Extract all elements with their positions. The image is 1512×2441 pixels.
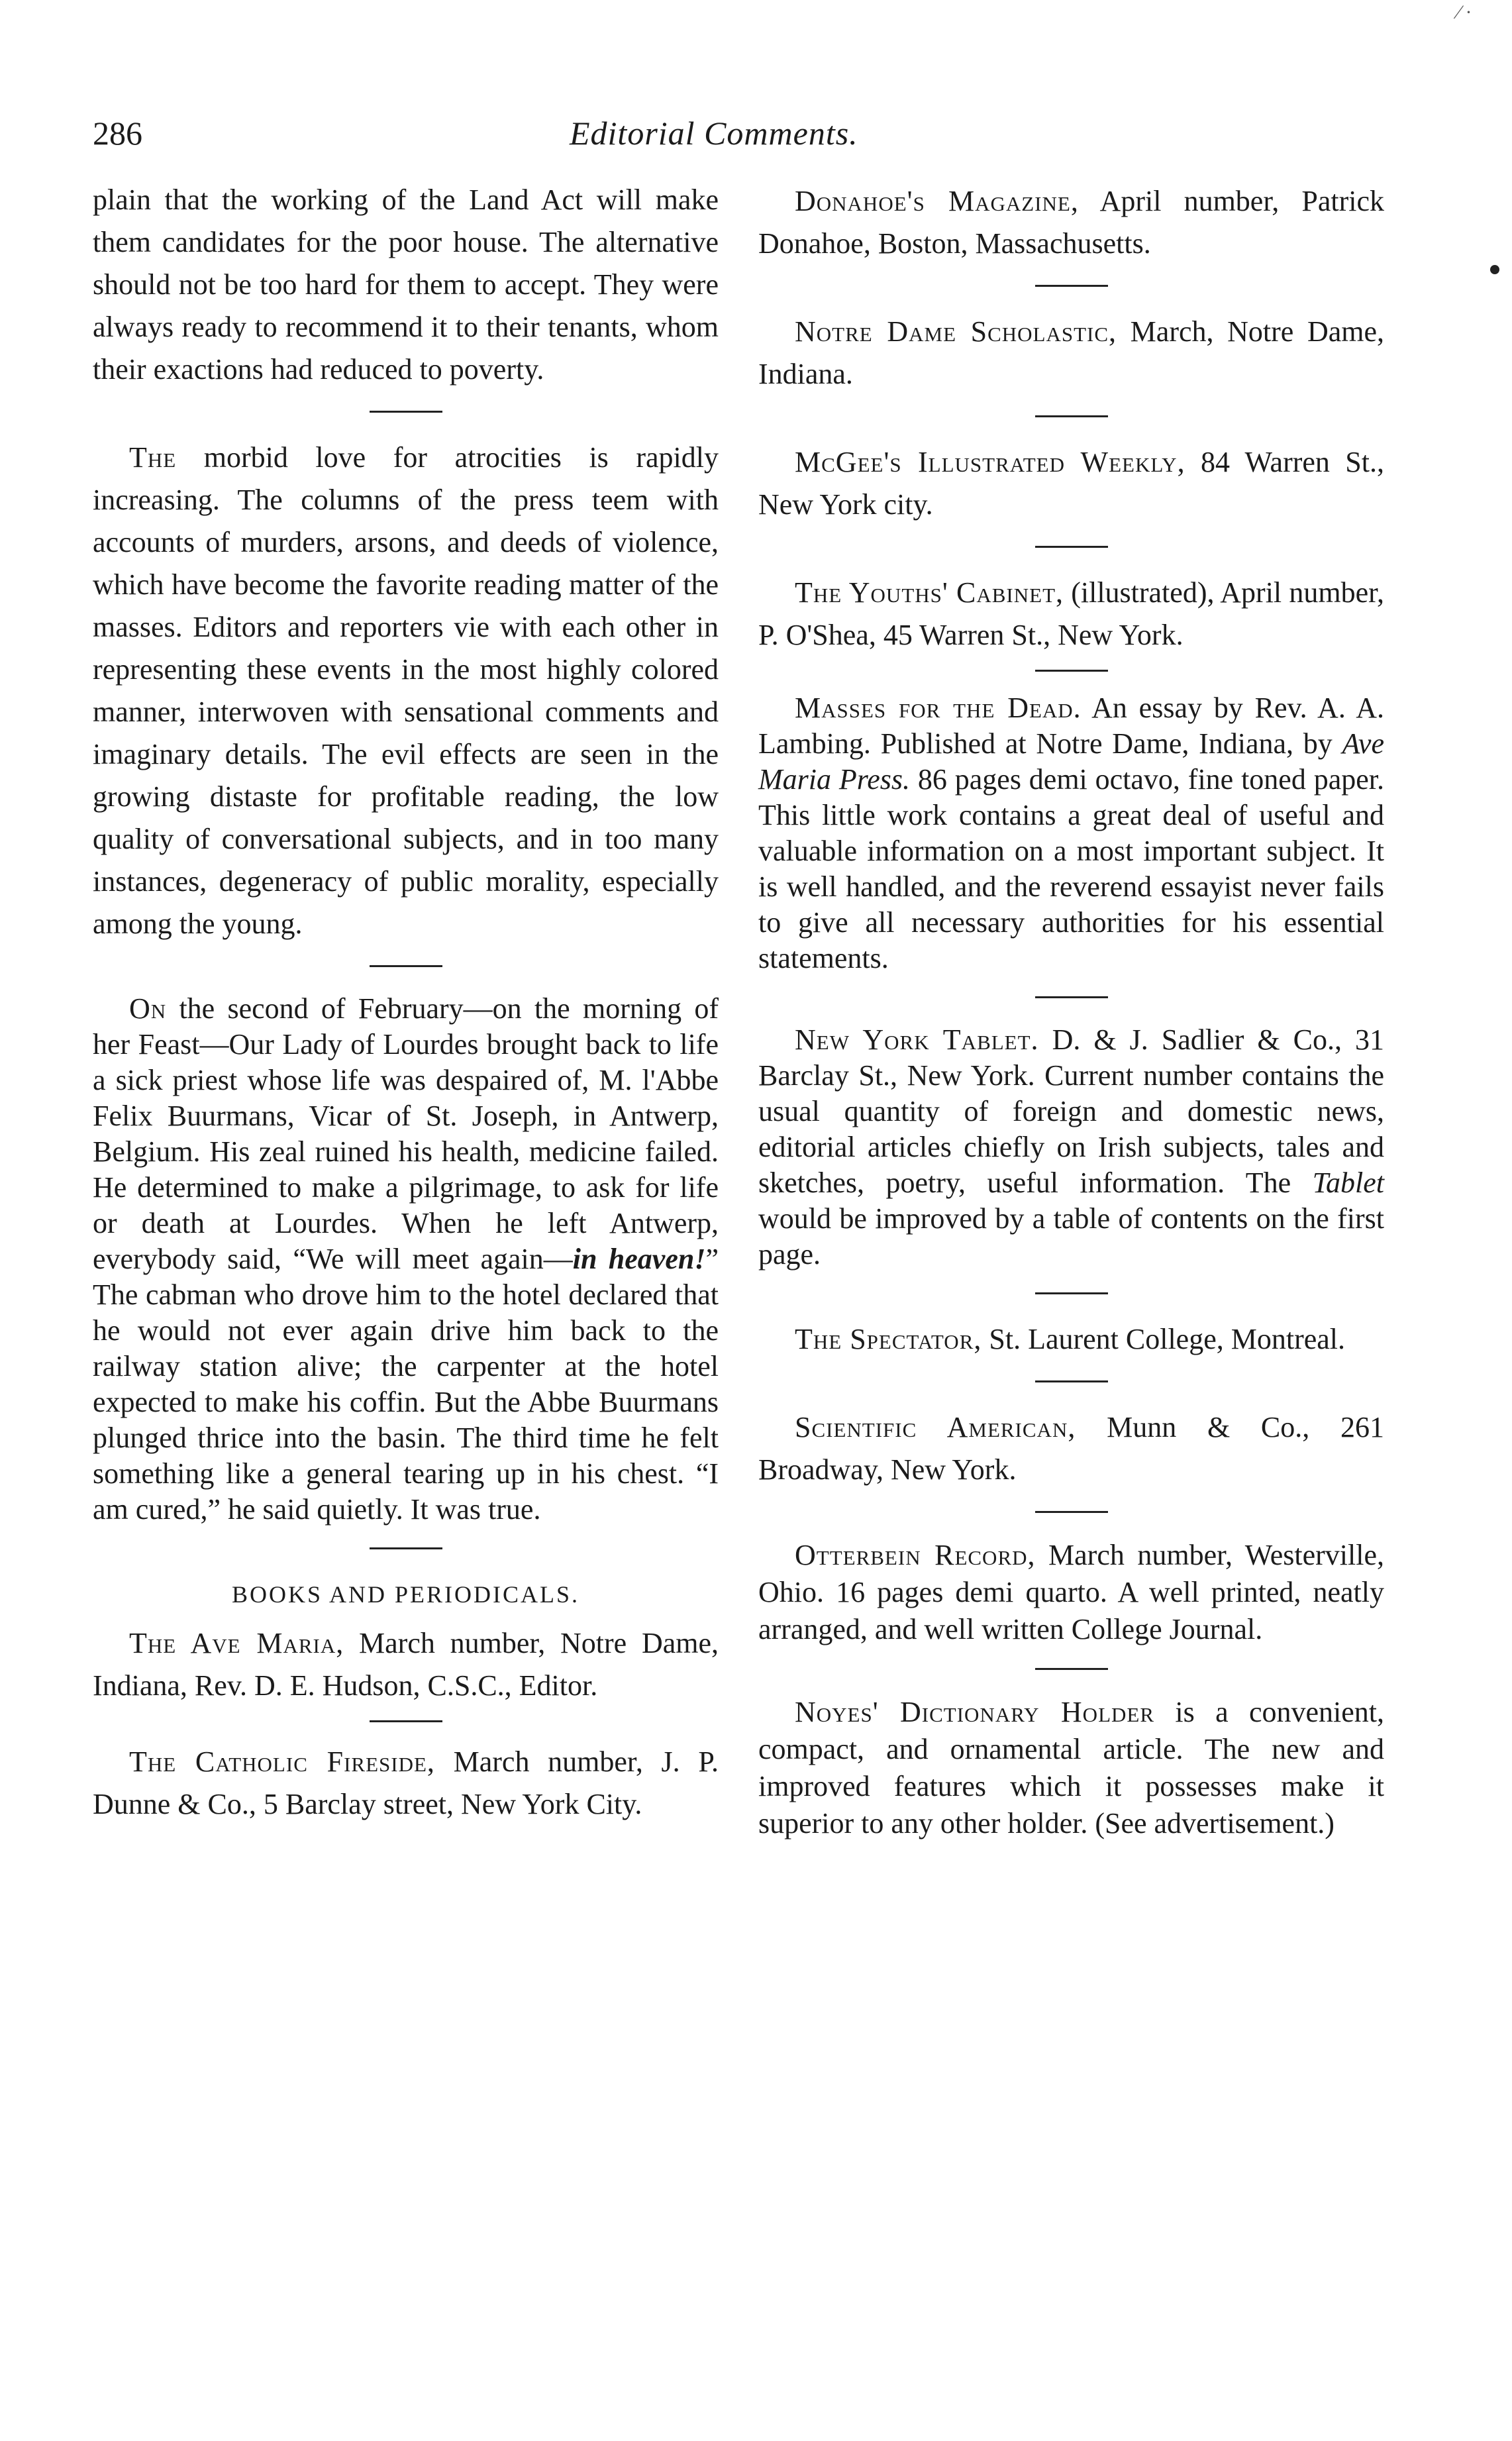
entry-title: Otterbein Record, [795,1539,1036,1571]
paragraph-lourdes [93,991,719,1528]
entry-text: is a convenient, compact, and ornamental article. The new and improved features which it possesses make it superior to any other holder. (See advertisement.) [758,1696,1384,1840]
corner-pencil-mark: ⁄ · [1457,1,1472,23]
entry-text: March number, Westerville, Ohio. 16 pages demi quarto. A well printed, neatly arranged, and well written College Journal. [758,1539,1385,1645]
page-number: 286 [93,115,142,152]
italic-phrase: in heaven! [572,1243,706,1275]
separator-rule [1035,415,1108,417]
entry-title: The Youths' Cabinet, [795,576,1064,609]
left-column [93,179,719,1826]
entry-spectator [758,1318,1384,1361]
entry-text: An essay by Rev. A. A. Lambing. Published at Notre Dame, Indiana, by [758,692,1384,760]
separator-rule [370,965,442,967]
entry-text: March, Notre Dame, Indiana. [758,315,1384,390]
separator-rule [370,1720,442,1722]
separator-rule [1035,1511,1108,1513]
separator-rule [1035,670,1108,672]
entry-donahoe [758,180,1384,265]
entry-title: Donahoe's Magazine, [795,185,1079,217]
entry-ave-maria [93,1622,719,1707]
entry-text: St. Laurent College, Montreal. [982,1323,1346,1355]
entry-title: Notre Dame Scholastic, [795,315,1117,348]
paragraph-land-act: plain that the working of the Land Act will make them candidates for the poor house. The alternative should not be too hard for them to accept. They were always ready to recommend it to their tenants, whom their exactions had reduced to poverty. [93,183,719,386]
separator-rule [1035,1668,1108,1670]
entry-text: Munn & Co., 261 Broadway, New York. [758,1411,1385,1486]
entry-ny-tablet [758,1022,1384,1272]
paragraph-text: ” The cabman who drove him to the hotel declared that he would not ever again drive him back to the railway station alive; the carpenter at the hotel expected to make his coffin. But the Abbe Buurmans plunged thrice into the basin. The third time he felt something like a general tearing up in his chest. “I am cured,” he said quietly. It was true. [93,1243,719,1526]
separator-rule [1035,1292,1108,1294]
entry-title: Masses for the Dead. [795,692,1082,724]
entry-masses-for-dead [758,690,1384,976]
entry-text: D. & J. Sadlier & Co., 31 Barclay St., New York. Current number contains the usual quantity of foreign and domestic news, editorial articles chiefly on Irish subjects, tales and sketches, poetry, useful information. The [758,1023,1384,1199]
entry-title: The Ave Maria, [129,1627,344,1659]
italic-phrase: Tablet [1312,1167,1384,1199]
entry-text: March number, J. P. Dunne & Co., 5 Barclay street, New York City. [93,1745,719,1820]
entry-text: 86 pages demi octavo, fine toned paper. This little work contains a great deal of useful and valuable information on a most important subject. It is well handled, and the reverend essayist never fails to give all necessary authorities for his essential statements. [758,763,1384,974]
entry-text: 84 Warren St., New York city. [758,446,1384,521]
separator-rule [370,411,442,413]
italic-phrase: Ave Maria Press. [758,727,1384,796]
paragraph-atrocities [93,437,719,945]
entry-text: March number, Notre Dame, Indiana, Rev. D. E. Hudson, C.S.C., Editor. [93,1627,719,1702]
right-column [758,180,1384,1842]
separator-rule [370,1547,442,1549]
entry-scientific-american [758,1406,1384,1491]
entry-mcgee [758,441,1384,526]
paragraph-text: morbid love for atrocities is rapidly increasing. The columns of the press teem with accounts of murders, arsons, and deeds of violence, which have become the favorite reading matter of the masses. Editors and reporters vie with each other in representing these events in the most highly colored manner, interwoven with sensational comments and imaginary details. The evil effects are seen in the growing distaste for profitable reading, the low quality of conversational subjects, and in too many instances, degeneracy of public morality, especially among the young. [93,441,719,940]
entry-title: Scientific American, [795,1411,1076,1443]
separator-rule [1035,1380,1108,1382]
paragraph-lead-word: The [129,441,177,474]
entry-title: McGee's Illustrated Weekly, [795,446,1185,478]
entry-catholic-fireside [93,1741,719,1826]
entry-title: The Spectator, [795,1323,982,1355]
entry-otterbein [758,1537,1384,1648]
margin-ink-dot [1490,265,1499,274]
separator-rule [1035,546,1108,548]
entry-text: (illustrated), April number, P. O'Shea, 45 Warren St., New York. [758,576,1384,651]
paragraph-text: the second of February—on the morning of her Feast—Our Lady of Lourdes brought back to life a sick priest whose life was despaired of, M. l'Abbe Felix Buurmans, Vicar of St. Joseph, in Antwerp, Belgium. His zeal ruined his health, medicine failed. He determined to make a pilgrimage, to ask for life or death at Lourdes. When he left Antwerp, everybody said, “We will meet again— [93,992,719,1275]
paragraph-lead-word: On [129,992,167,1025]
entry-scholastic [758,311,1384,395]
running-head [0,114,1512,167]
section-heading-books: BOOKS AND PERIODICALS. [231,1581,580,1608]
separator-rule [1035,996,1108,998]
entry-text: April number, Patrick Donahoe, Boston, Massachusetts. [758,185,1384,260]
entry-title: Noyes' Dictionary Holder [795,1696,1155,1728]
separator-rule [1035,285,1108,287]
entry-noyes [758,1694,1384,1842]
running-title: Editorial Comments. [570,115,858,152]
entry-title: New York Tablet. [795,1023,1039,1056]
entry-youths-cabinet [758,572,1384,656]
entry-text: would be improved by a table of contents on the first page. [758,1202,1384,1271]
entry-title: The Catholic Fireside, [129,1745,435,1778]
